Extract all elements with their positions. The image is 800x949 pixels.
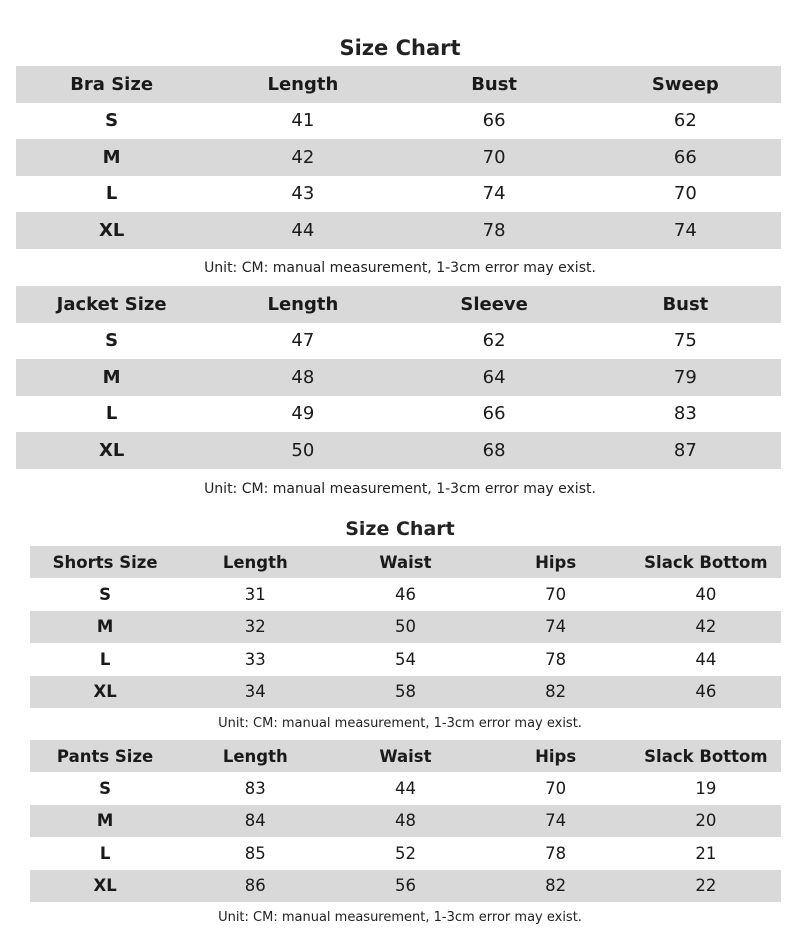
measurement-note: Unit: CM: manual measurement, 1-3cm error may exist. <box>218 716 582 731</box>
measurement-note: Unit: CM: manual measurement, 1-3cm error may exist. <box>204 260 596 276</box>
column-header: Slack Bottom <box>631 546 781 578</box>
table-cell: 74 <box>481 805 631 837</box>
size-cell: XL <box>30 676 180 708</box>
table-cell: 32 <box>180 611 330 643</box>
column-header: Waist <box>330 546 480 578</box>
table-cell: 34 <box>180 676 330 708</box>
jacket-size-table <box>16 286 781 469</box>
size-chart-title-top: Size Chart <box>339 36 461 60</box>
table-row <box>16 212 781 249</box>
size-cell: L <box>105 183 118 205</box>
size-cell: M <box>16 139 207 176</box>
table-cell: 43 <box>291 183 315 205</box>
pants-size-table <box>30 740 781 902</box>
table-cell: 52 <box>394 843 416 863</box>
table-cell: 54 <box>394 649 416 669</box>
table-cell: 74 <box>590 212 781 249</box>
table-cell: 75 <box>673 330 697 352</box>
column-header: Hips <box>481 546 631 578</box>
table-cell: 85 <box>244 843 266 863</box>
table-cell: 78 <box>399 212 590 249</box>
column-header: Bust <box>590 286 781 323</box>
table-row <box>16 176 781 213</box>
table-cell: 50 <box>207 432 398 469</box>
table-cell: 66 <box>482 403 506 425</box>
column-header: Jacket Size <box>16 286 207 323</box>
table-cell: 58 <box>330 676 480 708</box>
table-cell: 46 <box>394 585 416 605</box>
table-cell: 70 <box>545 779 567 799</box>
table-cell: 87 <box>590 432 781 469</box>
bra-size-table <box>16 66 781 249</box>
table-cell: 50 <box>330 611 480 643</box>
size-cell: L <box>99 843 111 863</box>
table-cell: 21 <box>695 843 717 863</box>
table-cell: 78 <box>545 649 567 669</box>
size-cell: XL <box>16 212 207 249</box>
column-header: Hips <box>481 740 631 772</box>
size-cell: S <box>105 330 119 352</box>
size-cell: M <box>16 359 207 396</box>
table-cell: 70 <box>673 183 697 205</box>
measurement-note: Unit: CM: manual measurement, 1-3cm error may exist. <box>204 481 596 497</box>
table-cell: 47 <box>291 330 315 352</box>
column-header: Bra Size <box>16 66 207 103</box>
column-header: Length <box>207 286 398 323</box>
column-header: Length <box>207 66 398 103</box>
shorts-size-table <box>30 546 781 708</box>
table-cell: 82 <box>481 870 631 902</box>
column-header: Sweep <box>590 66 781 103</box>
table-header-row <box>16 286 781 323</box>
column-header: Length <box>180 740 330 772</box>
table-cell: 42 <box>631 611 781 643</box>
table-cell: 70 <box>399 139 590 176</box>
column-header: Waist <box>330 740 480 772</box>
table-cell: 66 <box>482 110 506 132</box>
table-cell: 41 <box>291 110 315 132</box>
size-cell: XL <box>16 432 207 469</box>
size-cell: L <box>105 403 118 425</box>
table-cell: 44 <box>695 649 717 669</box>
table-row <box>30 805 781 837</box>
size-cell: S <box>99 585 112 605</box>
table-row <box>16 396 781 433</box>
table-cell: 20 <box>631 805 781 837</box>
table-cell: 49 <box>291 403 315 425</box>
table-cell: 79 <box>590 359 781 396</box>
size-cell: L <box>99 649 111 669</box>
table-cell: 78 <box>545 843 567 863</box>
size-cell: S <box>99 779 112 799</box>
column-header: Bust <box>399 66 590 103</box>
table-cell: 66 <box>590 139 781 176</box>
measurement-note: Unit: CM: manual measurement, 1-3cm error may exist. <box>218 910 582 925</box>
table-cell: 68 <box>399 432 590 469</box>
table-cell: 84 <box>180 805 330 837</box>
table-cell: 42 <box>207 139 398 176</box>
table-cell: 46 <box>631 676 781 708</box>
table-cell: 86 <box>180 870 330 902</box>
table-row <box>16 432 781 469</box>
table-cell: 19 <box>695 779 717 799</box>
table-cell: 40 <box>695 585 717 605</box>
column-header: Sleeve <box>399 286 590 323</box>
table-cell: 22 <box>631 870 781 902</box>
table-cell: 70 <box>545 585 567 605</box>
table-cell: 48 <box>330 805 480 837</box>
table-cell: 44 <box>394 779 416 799</box>
table-header-row <box>30 546 781 578</box>
table-cell: 74 <box>482 183 506 205</box>
table-row <box>30 676 781 708</box>
column-header: Pants Size <box>30 740 180 772</box>
table-header-row <box>30 740 781 772</box>
table-cell: 83 <box>673 403 697 425</box>
table-row <box>30 772 781 804</box>
table-row <box>30 578 781 610</box>
table-cell: 64 <box>399 359 590 396</box>
table-row <box>16 103 781 140</box>
size-cell: M <box>30 611 180 643</box>
column-header: Slack Bottom <box>631 740 781 772</box>
table-cell: 62 <box>482 330 506 352</box>
table-cell: 62 <box>673 110 697 132</box>
table-row <box>30 611 781 643</box>
table-cell: 33 <box>244 649 266 669</box>
table-cell: 44 <box>207 212 398 249</box>
size-cell: M <box>30 805 180 837</box>
column-header: Shorts Size <box>30 546 180 578</box>
table-cell: 83 <box>244 779 266 799</box>
table-cell: 56 <box>330 870 480 902</box>
size-cell: S <box>105 110 119 132</box>
table-cell: 48 <box>207 359 398 396</box>
table-header-row <box>16 66 781 103</box>
column-header: Length <box>180 546 330 578</box>
size-cell: XL <box>30 870 180 902</box>
table-row <box>30 870 781 902</box>
table-row <box>30 837 781 869</box>
table-cell: 74 <box>481 611 631 643</box>
table-row <box>16 323 781 360</box>
table-cell: 31 <box>244 585 266 605</box>
table-row <box>30 643 781 675</box>
table-row <box>16 359 781 396</box>
size-chart-title-bottom: Size Chart <box>345 518 455 540</box>
table-row <box>16 139 781 176</box>
table-cell: 82 <box>481 676 631 708</box>
